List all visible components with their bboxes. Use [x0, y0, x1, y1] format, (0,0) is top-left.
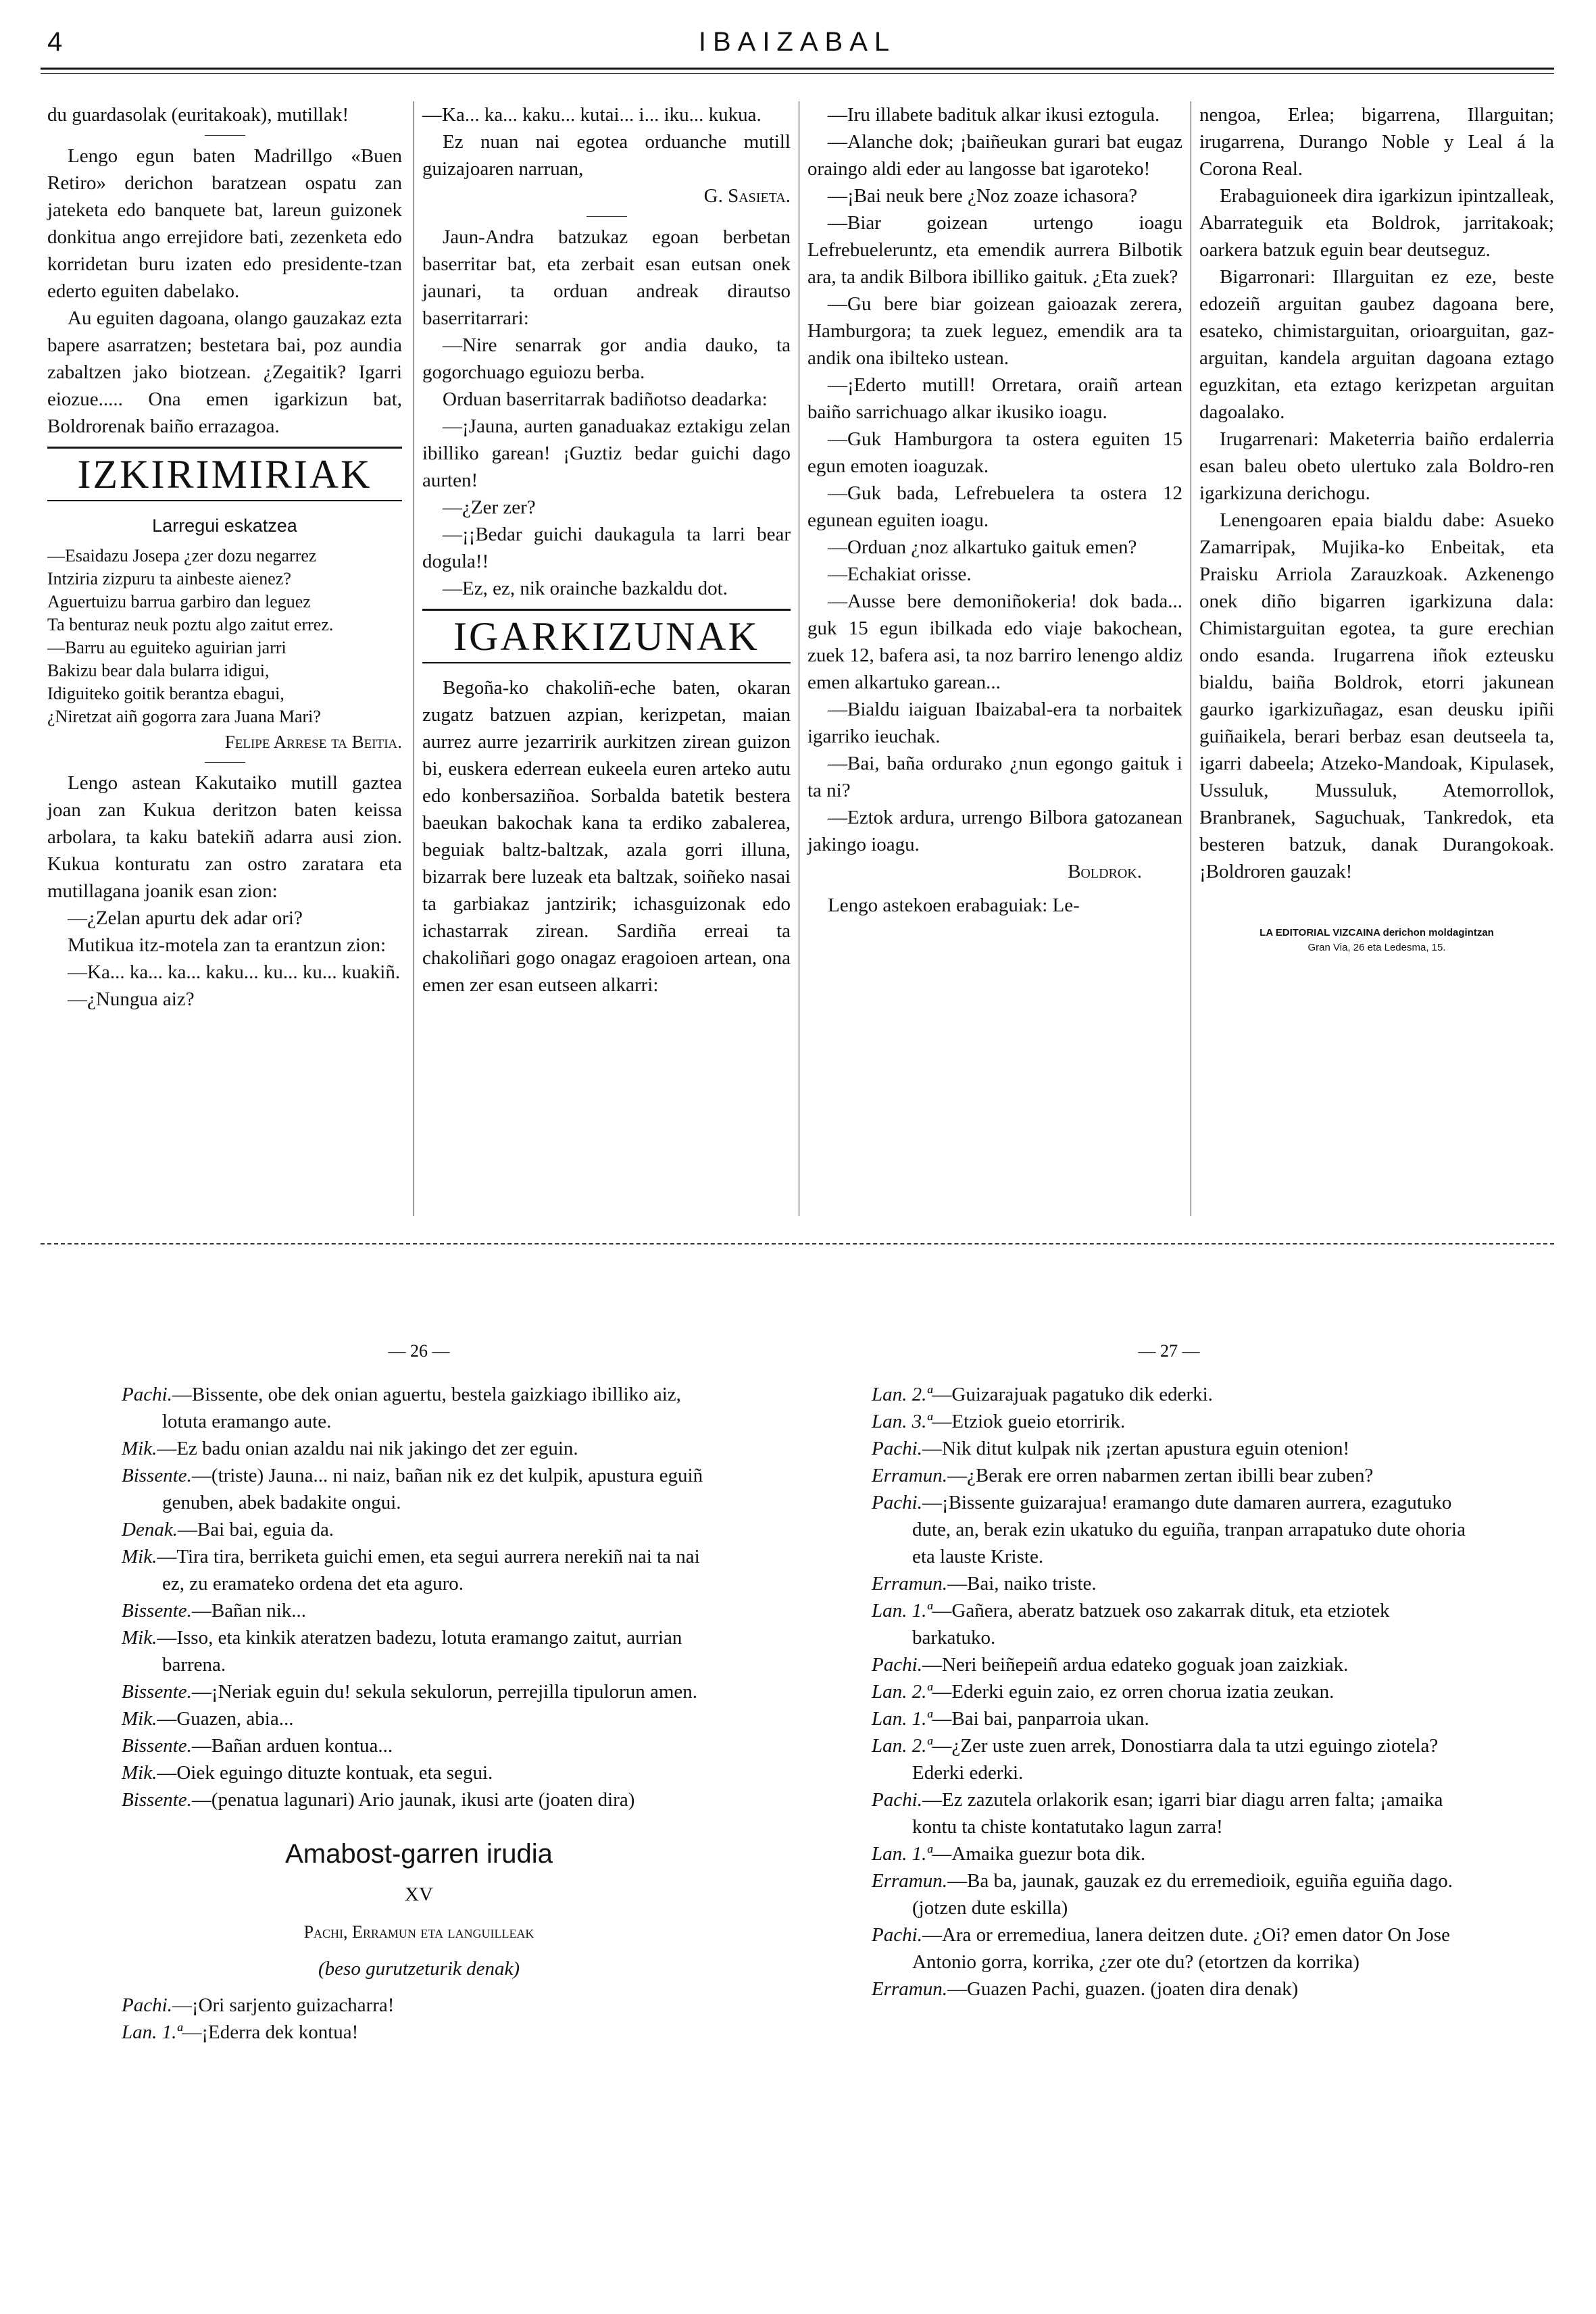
paragraph: Lenengoaren epaia bialdu dabe: Asueko Zamarripak, Mujika-ko Enbeitak, eta Praisku Arriola Zarauzkoak. Azkenengo onek diño bigarren igarkizuna dala: Chimistarguitan egotea, ta gure erechian ondo esanda. Irugarrena iñok ezteusku bialdu, baiña Boldrok, etorri jakunean gaurko igarkizuñagaz, esan deusku ipiñi guiñaikela, berari berbaz esan deutseela ta, igarri dabeela; Atzeko-Mandoak, Kipulasek, Ussuluk, Mussuluk, Atemorrollok, Branbranek, Saguchuak, Tankredok, eta besteren batzuk, danak Durangokoak. ¡Boldroren gauzak!	[1199, 509, 1554, 882]
poem-line: Bakizu bear dala bularra idigui,	[47, 661, 270, 680]
script-line: Lan. 1.ª—¡Ederra dek kontua!	[122, 2021, 359, 2043]
paragraph: —¿Zelan apurtu dek adar ori?	[68, 907, 303, 929]
script-line: Erramun.—Ba ba, jaunak, gauzak ez du erremedioik, eguiña eguiña dago. (jotzen dute eskilla)	[872, 1870, 1453, 1919]
poem-line: Intziria zizpuru ta ainbeste aienez?	[47, 569, 291, 588]
script-line: Bissente.—Bañan nik...	[122, 1600, 307, 1621]
paragraph: Irugarrenari: Maketerria baiño erdalerria esan baleu obeto ulertuko zala Boldro-ren igarkizuna derichogu.	[1199, 428, 1554, 504]
paragraph: —Ez, ez, nik orainche bazkaldu dot.	[443, 578, 728, 599]
page-number: 4	[47, 27, 63, 57]
dialogue-line: —Guk bada, Lefrebuelera ta ostera 12 egunean eguiten ioagu.	[807, 482, 1182, 531]
poem-line: Ta benturaz neuk poztu algo zaitut errez.	[47, 615, 334, 634]
script-line: Erramun.—Guazen Pachi, guazen. (joaten dira denak)	[872, 1978, 1299, 2000]
dialogue-line: —Bai, baña ordurako ¿nun egongo gaituk i ta ni?	[807, 753, 1182, 801]
section-title: IGARKIZUNAK	[422, 609, 791, 663]
separator	[205, 135, 245, 136]
signature: G. Sasieta.	[703, 185, 791, 207]
script-line: Pachi.—Nik ditut kulpak nik ¡zertan apustura eguin otenion!	[872, 1438, 1350, 1459]
script-line: Pachi.—Ara or erremediua, lanera deitzen dute. ¿Oi? emen dator On Jose Antonio gorra, korrika, ¿zer ote du? (etortzen da korrika)	[872, 1924, 1450, 1973]
paragraph: Lengo astekoen erabaguiak: Le-	[828, 895, 1080, 916]
paragraph: Bigarronari: Illarguitan ez eze, beste edozeiñ arguitan gaubez dagoana bere, esateko, chimistarguitan, orioarguitan, gaz-arguitan, kandela arguitan dagoana eztago eguzkitan, eta eztago kerizpetan arguitan dagoalako.	[1199, 266, 1554, 423]
paragraph: —Ka... ka... kaku... kutai... i... iku... kukua.	[422, 104, 762, 126]
script-line: Mik.—Oiek eguingo dituzte kontuak, eta segui.	[122, 1762, 493, 1784]
dialogue-line: —Ausse bere demoniñokeria! dok bada... guk 15 egun ibilkada edo viaje bakochean, zuek 12, bafera asi, ta noz barriro lenengo aldiz emen alkartuko garean...	[807, 590, 1182, 693]
script-line: Lan. 1.ª—Amaika guezur bota dik.	[872, 1843, 1146, 1865]
script-line: Erramun.—Bai, naiko triste.	[872, 1573, 1097, 1594]
script-line: Bissente.—¡Neriak eguin du! sekula sekulorun, perrejilla tipulorun amen.	[122, 1681, 698, 1703]
script-line: Bissente.—(penatua lagunari) Ario jaunak, ikusi arte (joaten dira)	[122, 1789, 635, 1811]
poem-line: ¿Niretzat aiñ gogorra zara Juana Mari?	[47, 707, 321, 726]
separator	[205, 762, 245, 763]
paragraph: —¡¡Bedar guichi daukagula ta larri bear dogula!!	[422, 524, 791, 572]
dialogue-line: —Guk Hamburgora ta ostera eguiten 15 egun emoten ioaguzak.	[807, 428, 1182, 477]
column-2	[422, 101, 791, 999]
script-line: Pachi.—¡Bissente guizarajua! eramango dute damaren aurrera, ezagutuko dute, an, berak ezin ukatuko du eguiña, tranpan arrapatuko dute ohoria eta lauste Kriste.	[872, 1492, 1466, 1567]
poem-line: Idiguiteko goitik berantza ebagui,	[47, 684, 284, 703]
script-line: Pachi.—Neri beiñepeiñ ardua edateko goguak joan zaizkiak.	[872, 1654, 1349, 1676]
paragraph: —Ka... ka... ka... kaku... ku... ku... kuakiñ.	[68, 961, 401, 983]
paragraph: Jaun-Andra batzukaz egoan berbetan baserritar bat, eta zerbait esan eutsan onek jaunari, ta orduan andreak dirautso baserritarrari:	[422, 226, 791, 329]
dialogue-line: —Eztok ardura, urrengo Bilbora gatozanean jakingo ioagu.	[807, 807, 1182, 855]
paragraph: Ez nuan nai egotea orduanche mutill guizajoaren narruan,	[422, 131, 791, 180]
script-line: Mik.—Isso, eta kinkik ateratzen badezu, lotuta eramango zaitut, aurrian barrena.	[122, 1627, 682, 1676]
script-line: Erramun.—¿Berak ere orren nabarmen zertan ibilli bear zuben?	[872, 1465, 1374, 1486]
script-line: Mik.—Guazen, abia...	[122, 1708, 294, 1730]
script-line: Lan. 2.ª—Ederki eguin zaio, ez orren chorua izatia zeukan.	[872, 1681, 1335, 1703]
poem-line: —Barru au eguiteko aguirian jarri	[47, 638, 286, 657]
script-line: Mik.—Ez badu onian azaldu nai nik jakingo det zer eguin.	[122, 1438, 578, 1459]
paragraph: nengoa, Erlea; bigarrena, Illarguitan; irugarrena, Durango Noble y Leal á la Corona Real.	[1199, 104, 1554, 180]
book-page-number: — 27 —	[1138, 1341, 1200, 1361]
dialogue-line: —Bialdu iaiguan Ibaizabal-era ta norbaitek igarriko ieuchak.	[807, 699, 1182, 747]
page-divider	[41, 1243, 1554, 1244]
dialogue-line: —¡Ederto mutill! Orretara, oraiñ artean baiño sarrichuago alkar ikusiko ioagu.	[807, 374, 1182, 423]
poem-line: Aguertuizu barrua garbiro dan leguez	[47, 592, 311, 611]
column-1	[47, 101, 402, 1013]
paragraph: Lengo astean Kakutaiko mutill gaztea joan zan Kukua deritzon baten keissa arbolara, ta kaku batekiñ adarra ausi zion. Kukua konturatu zan ostro zaratara eta mutillagana joanik esan zion:	[47, 772, 402, 902]
script-line: Lan. 2.ª—¿Zer uste zuen arrek, Donostiarra dala ta utzi eguingo ziotela? Ederki ederki.	[872, 1735, 1439, 1784]
section-title: IZKIRIMIRIAK	[47, 447, 402, 501]
script-line: Mik.—Tira tira, berriketa guichi emen, eta segui aurrera nerekiñ nai ta nai ez, zu eramateko ordena det eta aguro.	[122, 1546, 700, 1594]
page-header	[41, 27, 1554, 61]
imprint: LA EDITORIAL VIZCAINA derichon moldagintzan	[1260, 927, 1494, 938]
book-page-right	[872, 1338, 1466, 2003]
separator	[587, 216, 627, 217]
stage-direction: (beso gurutzeturik denak)	[318, 1958, 520, 1980]
paragraph: Mutikua itz-motela zan ta erantzun zion:	[68, 934, 386, 956]
dialogue-line: —Iru illabete badituk alkar ikusi eztogula.	[828, 104, 1160, 126]
dialogue-line: —Echakiat orisse.	[828, 563, 972, 585]
script-line: Lan. 2.ª—Guizarajuak pagatuko dik ederki.	[872, 1384, 1213, 1405]
paragraph: —¿Nungua aiz?	[68, 988, 195, 1010]
scene-title: Amabost-garren irudia	[285, 1839, 553, 1869]
script-line: Lan. 3.ª—Etziok gueio etorririk.	[872, 1411, 1126, 1432]
poem-line: —Esaidazu Josepa ¿zer dozu negarrez	[47, 546, 317, 565]
book-page-number: — 26 —	[388, 1341, 450, 1361]
scene-numeral: XV	[405, 1884, 433, 1905]
poem-author: Felipe Arrese ta Beitia.	[224, 732, 402, 752]
signature: Boldrok.	[1068, 861, 1142, 882]
paragraph: Begoña-ko chakoliñ-eche baten, okaran zugatz batzuen azpian, kerizpetan, maian aurrez aurre jezarririk aurkitzen zirean guizon bi, euskera ederrean eukeela euren arteko autu edo konbersaziñoa. Sorbalda batetik bestera baeukan bakochak kana ta erdiko zabalerea, beguiak baltz-baltzak, azala gorri illuna, bizarrak bere luzeak eta baltzak, soiñeko nasai ta garbiakaz jantzirik; ichasguizonak edo ichastarrak zirean. Sardiña erreai ta chakoliñari gogo onagaz eragoioen artean, ona emen zer esan eutseen alkarri:	[422, 677, 791, 996]
masthead: IBAIZABAL	[698, 27, 897, 57]
scene-cast: Pachi, Erramun eta languilleak	[303, 1922, 534, 1942]
paragraph: Au eguiten dagoana, olango gauzakaz ezta bapere asarratzen; bestetara bai, poz aundia zabaltzen jako biotzean. ¿Zegaitik? Igarri eiozue..... Ona emen igarkizun bat, Boldrorenak baiño errazagoa.	[47, 307, 402, 437]
script-line: Pachi.—Bissente, obe dek onian aguertu, bestela gaizkiago ibilliko aiz, lotuta eramango aute.	[122, 1384, 681, 1432]
dialogue-line: —Orduan ¿noz alkartuko gaituk emen?	[828, 536, 1137, 558]
script-line: Bissente.—Bañan arduen kontua...	[122, 1735, 393, 1757]
dialogue-line: —Alanche dok; ¡baiñeukan gurari bat eugaz oraingo aldi eder au langosse bat igaroteko!	[807, 131, 1182, 180]
script-line: Lan. 1.ª—Gañera, aberatz batzuek oso zakarrak dituk, eta etziotek barkatuko.	[872, 1600, 1390, 1649]
poem-title: Larregui eskatzea	[152, 515, 297, 536]
paragraph: —Nire senarrak gor andia dauko, ta gogorchuago eguiozu berba.	[422, 334, 791, 383]
script-line: Pachi.—Ez zazutela orlakorik esan; igarri biar diagu arren falta; ¡amaika kontu ta chiste kontatutako lagun zarra!	[872, 1789, 1443, 1838]
paragraph: Lengo egun baten Madrillgo «Buen Retiro» derichon baratzean ospatu zan jateketa edo banquete bat, lareun guizonek donkitua ango errejidore bati, zezenketa edo korridetan buru izaten edo presidente-tzan ederto eguiten dabelako.	[47, 145, 402, 302]
imprint-address: Gran Via, 26 eta Ledesma, 15.	[1307, 942, 1446, 953]
script-line: Denak.—Bai bai, eguia da.	[122, 1519, 334, 1540]
paragraph: Orduan baserritarrak badiñotso deadarka:	[443, 388, 768, 410]
script-line: Lan. 1.ª—Bai bai, panparroia ukan.	[872, 1708, 1149, 1730]
dialogue-line: —Gu bere biar goizean gaioazak zerera, Hamburgora; ta zuek leguez, emendik ara ta andik ona ibilteko ustean.	[807, 293, 1182, 369]
paragraph: Erabaguioneek dira igarkizun ipintzalleak, Abarrateguik eta Boldrok, jarritakoak; oarkera batzuk eguin bear deutseguz.	[1199, 185, 1554, 261]
paragraph: —¿Zer zer?	[443, 497, 536, 518]
column-4	[1199, 101, 1554, 955]
paragraph: du guardasolak (euritakoak), mutillak!	[47, 104, 349, 126]
paragraph: —¡Jauna, aurten ganaduakaz eztakigu zelan ibilliko garean! ¡Guztiz bedar guichi dago aurten!	[422, 416, 791, 491]
poem	[47, 545, 402, 728]
book-page-left	[122, 1338, 716, 2046]
script-line: Pachi.—¡Ori sarjento guizacharra!	[122, 1994, 395, 2016]
column-3	[807, 101, 1182, 919]
script-line: Bissente.—(triste) Jauna... ni naiz, bañan nik ez det kulpik, apustura eguiñ genuben, abek badakite ongui.	[122, 1465, 703, 1513]
header-rule	[41, 68, 1554, 74]
dialogue-line: —Biar goizean urtengo ioagu Lefrebueleruntz, eta emendik aurrera Bilbotik ara, ta andik Bilbora ibilliko gaituk. ¿Eta zuek?	[807, 212, 1182, 288]
dialogue-line: —¡Bai neuk bere ¿Noz zoaze ichasora?	[828, 185, 1138, 207]
